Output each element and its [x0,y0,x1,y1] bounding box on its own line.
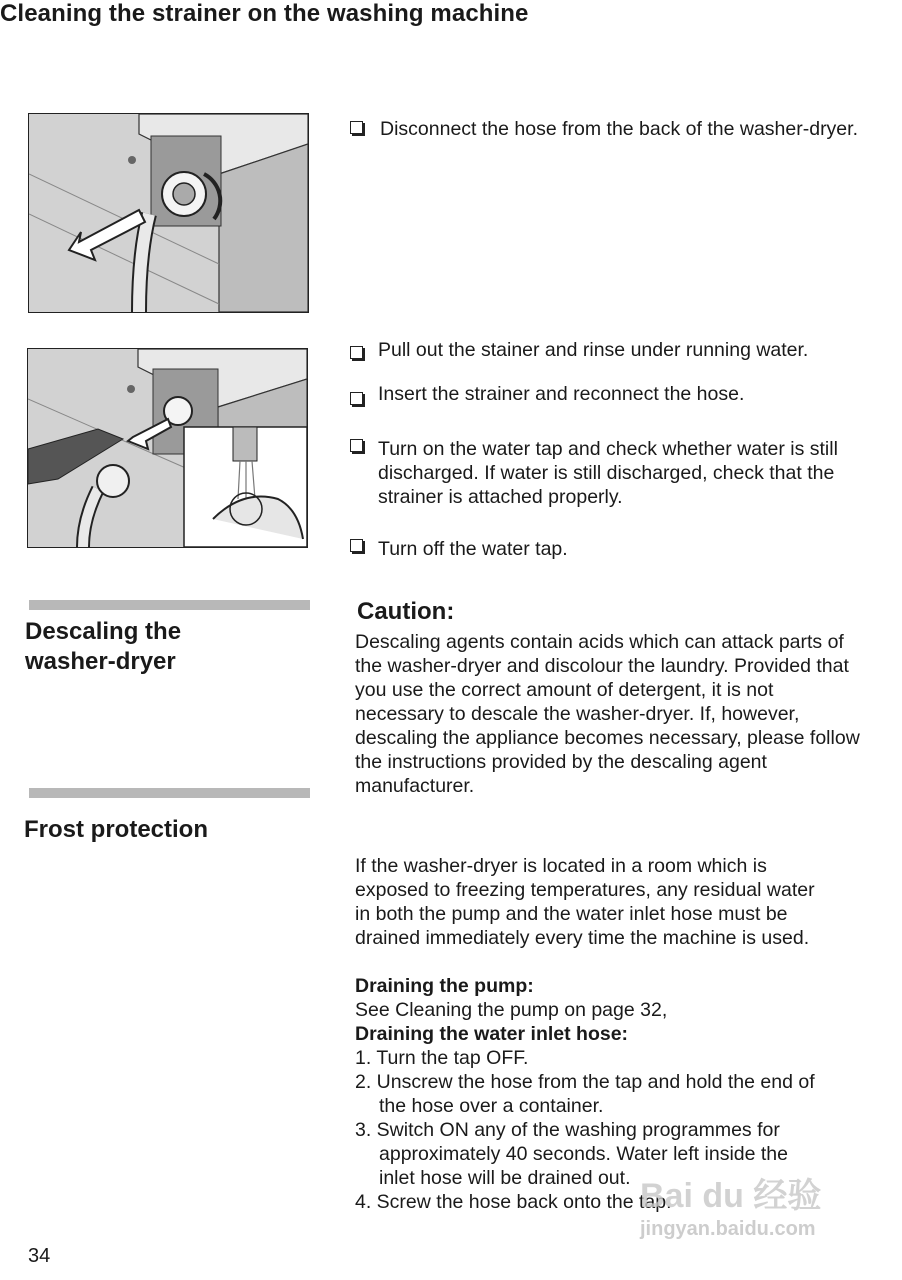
step-turn-off-tap [350,537,870,561]
list-item: 4. Screw the hose back onto the tap. [355,1191,672,1213]
step-pull-out-strainer [350,338,870,362]
step-insert-strainer [350,382,870,406]
step-text: Turn off the water tap. [378,538,568,560]
step-text: Disconnect the hose from the back of the washer-dryer. [380,118,858,140]
checkbox-icon [350,392,363,405]
step-text: Insert the strainer and reconnect the hose. [378,383,745,405]
descaling-title [25,617,181,677]
page-title: Cleaning the strainer on the washing machine [0,0,529,27]
checkbox-icon [350,539,363,552]
hose-heading: Draining the water inlet hose: [355,1023,629,1045]
watermark-logo: Bai du 经验 [640,1177,822,1215]
checkbox-icon [350,439,363,452]
descaling-title-line1: Descaling the [25,618,182,645]
section-divider [29,600,310,610]
step-turn-on-tap [350,437,870,509]
watermark-url: jingyan.baidu.com [640,1218,816,1240]
pump-text: See Cleaning the pump on page 32, [355,999,668,1021]
pump-heading: Draining the pump: [355,975,534,997]
caution-text: Descaling agents contain acids which can attack parts of the washer-dryer and discolour the laundry. Provided that you use the correct amount of detergent, it is not necessary to descale the washer-dryer. If, however, descaling the appliance becomes necessary, please follow the instructions provided by the descaling agent manufacturer. [355,631,860,797]
figure-disconnect-hose [28,113,309,313]
checkbox-icon [350,121,363,134]
step-text: Turn on the water tap and check whether water is still discharged. If water is still discharged, check that the strainer is attached properly. [378,438,838,508]
figure-pull-out-strainer [27,348,308,548]
descaling-title-line2: washer-dryer [25,648,176,675]
checkbox-icon [350,346,363,359]
caution-heading: Caution: [357,598,455,625]
step-text: Pull out the stainer and rinse under running water. [378,339,809,361]
frost-title: Frost protection [24,816,208,843]
section-divider [29,788,310,798]
list-item: 1. Turn the tap OFF. [355,1047,529,1069]
list-item: 3. Switch ON any of the washing programmes for approximately 40 seconds. Water left inside the inlet hose will be drained out. [355,1119,788,1189]
frost-intro: If the washer-dryer is located in a room which is exposed to freezing temperatures, any residual water in both the pump and the water inlet hose must be drained immediately every time the machine is used. [355,855,815,949]
list-item: 2. Unscrew the hose from the tap and hold the end of the hose over a container. [355,1071,815,1117]
step-disconnect-hose [350,117,870,141]
page-number: 34 [28,1245,51,1267]
